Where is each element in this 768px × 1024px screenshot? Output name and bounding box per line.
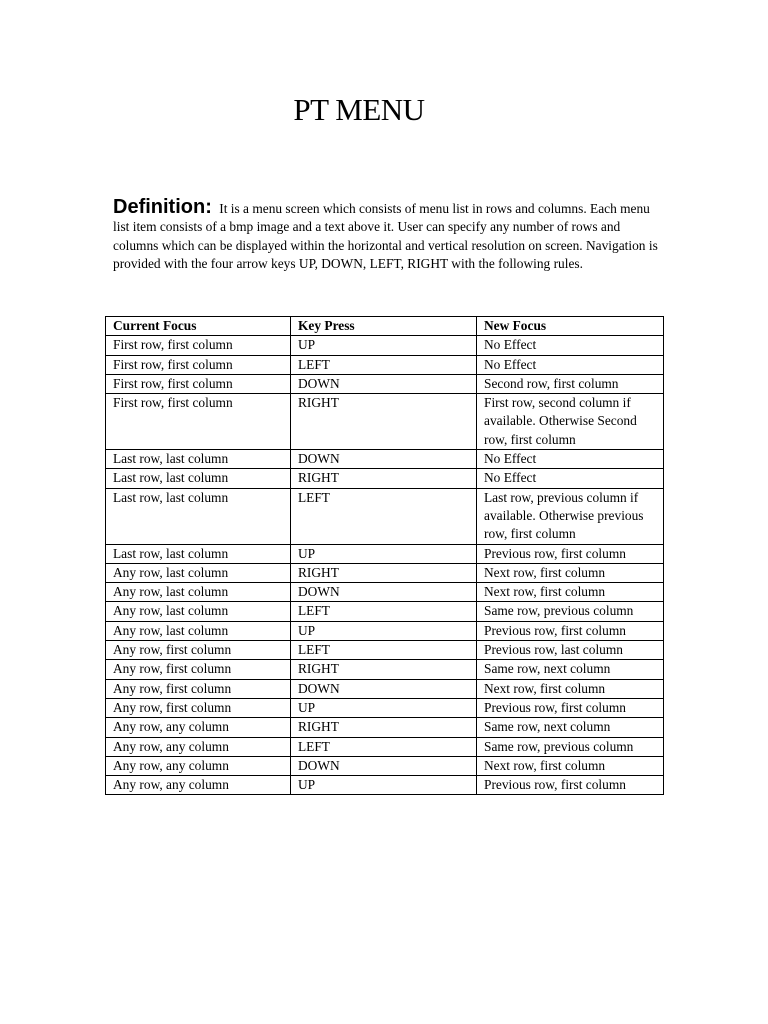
table-row [106,450,664,469]
new-focus-cell: Previous row, first column [477,698,664,717]
table-row [106,756,664,775]
table-row [106,718,664,737]
table-body [106,336,664,795]
table-row [106,621,664,640]
table-row [106,488,664,544]
new-focus-cell: No Effect [477,355,664,374]
current-focus-cell: Any row, last column [106,583,291,602]
key-press-cell: LEFT [291,641,477,660]
new-focus-cell: First row, second column if available. Otherwise Second row, first column [477,394,664,450]
new-focus-cell: No Effect [477,336,664,355]
key-press-cell: RIGHT [291,718,477,737]
key-press-cell: LEFT [291,602,477,621]
new-focus-cell: No Effect [477,450,664,469]
table-row [106,776,664,795]
current-focus-cell: Any row, first column [106,660,291,679]
current-focus-cell: Any row, last column [106,563,291,582]
key-press-cell: RIGHT [291,469,477,488]
table-row [106,698,664,717]
new-focus-cell: Next row, first column [477,563,664,582]
key-press-cell: RIGHT [291,394,477,450]
new-focus-cell: Previous row, first column [477,621,664,640]
new-focus-cell: Previous row, first column [477,776,664,795]
new-focus-cell: Previous row, first column [477,544,664,563]
key-press-cell: DOWN [291,583,477,602]
new-focus-cell: Next row, first column [477,583,664,602]
key-press-cell: LEFT [291,355,477,374]
new-focus-cell: Same row, next column [477,718,664,737]
key-press-cell: UP [291,776,477,795]
table-row [106,394,664,450]
current-focus-cell: Last row, last column [106,544,291,563]
key-press-cell: DOWN [291,756,477,775]
new-focus-cell: Same row, previous column [477,602,664,621]
table-row [106,602,664,621]
new-focus-cell: Next row, first column [477,679,664,698]
new-focus-cell: Previous row, last column [477,641,664,660]
key-press-cell: DOWN [291,450,477,469]
new-focus-cell: Second row, first column [477,374,664,393]
key-press-cell: RIGHT [291,660,477,679]
current-focus-cell: First row, first column [106,355,291,374]
new-focus-cell: Same row, next column [477,660,664,679]
table-row [106,737,664,756]
current-focus-cell: Any row, any column [106,718,291,737]
current-focus-cell: First row, first column [106,394,291,450]
key-press-cell: UP [291,544,477,563]
current-focus-cell: Any row, any column [106,737,291,756]
header-new-focus: New Focus [477,317,664,336]
new-focus-cell: Next row, first column [477,756,664,775]
table-row [106,469,664,488]
key-press-cell: UP [291,336,477,355]
page-title: PT MENU [293,92,425,127]
current-focus-cell: Last row, last column [106,488,291,544]
key-press-cell: DOWN [291,374,477,393]
table-row [106,660,664,679]
current-focus-cell: Any row, last column [106,602,291,621]
table-row [106,583,664,602]
key-press-cell: LEFT [291,737,477,756]
table-row [106,679,664,698]
current-focus-cell: First row, first column [106,336,291,355]
header-current-focus: Current Focus [106,317,291,336]
header-key-press: Key Press [291,317,477,336]
table-header-row [106,317,664,336]
new-focus-cell: Last row, previous column if available. Otherwise previous row, first column [477,488,664,544]
current-focus-cell: Any row, any column [106,776,291,795]
definition-paragraph [113,198,658,273]
definition-text: It is a menu screen which consists of menu list in rows and columns. Each menu list item consists of a bmp image and a text above it. User can specify any number of rows and columns which can be displayed within the horizontal and vertical resolution on screen. Navigation is provided with the four arrow keys UP, DOWN, LEFT, RIGHT with the following rules. [113,201,658,271]
current-focus-cell: Any row, first column [106,641,291,660]
current-focus-cell: Last row, last column [106,469,291,488]
navigation-rules-table [105,316,664,795]
key-press-cell: UP [291,698,477,717]
current-focus-cell: Any row, any column [106,756,291,775]
new-focus-cell: No Effect [477,469,664,488]
table-row [106,544,664,563]
table-row [106,641,664,660]
current-focus-cell: Any row, first column [106,698,291,717]
current-focus-cell: Any row, last column [106,621,291,640]
key-press-cell: DOWN [291,679,477,698]
table-row [106,355,664,374]
key-press-cell: RIGHT [291,563,477,582]
new-focus-cell: Same row, previous column [477,737,664,756]
definition-label: Definition: [113,196,212,218]
current-focus-cell: Last row, last column [106,450,291,469]
table-row [106,374,664,393]
table-row [106,336,664,355]
key-press-cell: LEFT [291,488,477,544]
table-row [106,563,664,582]
current-focus-cell: Any row, first column [106,679,291,698]
current-focus-cell: First row, first column [106,374,291,393]
key-press-cell: UP [291,621,477,640]
